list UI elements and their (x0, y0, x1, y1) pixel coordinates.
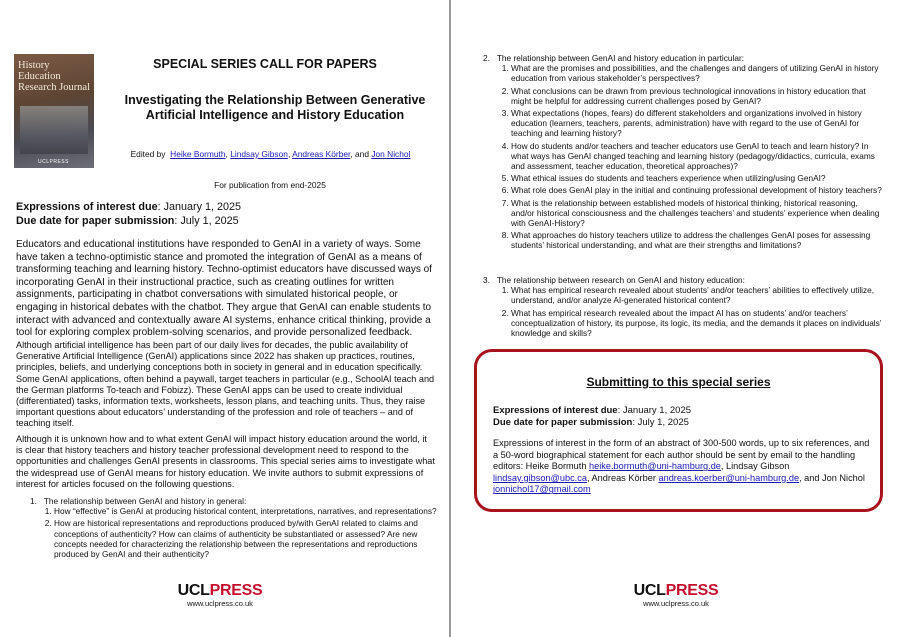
list-item: 1. What are the promises and possibilities, and the challenges and dangers of utilizing GenAI in history education from various stakeholder’s perspectives? (511, 63, 883, 83)
expressions-date: : January 1, 2025 (157, 201, 242, 213)
editors-prefix: Edited by (130, 149, 166, 159)
list-item: 2. What conclusions can be drawn from previous technological innovations in history education that might be helpful for addressing current challenges posed by GenAI? (511, 86, 883, 106)
section-1-list (54, 506, 440, 559)
series-title: Investigating the Relationship Between Generative Artificial Intelligence and History Education (124, 93, 426, 122)
list-item: 7. What is the relationship between established models of historical thinking, historical reasoning, and/or historical consciousness and the challenges teachers’ and students’ experience when dealing with GenAI-History? (511, 198, 883, 229)
section-2-list (511, 63, 883, 250)
section-3-list (511, 285, 883, 338)
editor-link-gibson[interactable]: Lindsay Gibson (230, 149, 288, 159)
email-link-bormuth[interactable]: heike.bormuth@uni-hamburg.de (589, 461, 721, 472)
editors-and: and (355, 149, 369, 159)
section-2-title: 2. The relationship between GenAI and history education in particular: (483, 53, 745, 63)
paragraph-aims: Although it is unknown how and to what extent GenAI will impact history education around the world, it is clear that history teachers and history teacher professional development need to respond to the opportunities and challenges GenAI presents in classrooms. This special series aims to investigate what the widespread use of GenAI means for history education. We invite authors to submit expressions of interest for articles focused on the following questions. (16, 434, 435, 489)
email-link-nichol[interactable]: jonnichol17@gmail.com (493, 484, 591, 495)
paragraph-background: Although artificial intelligence has been part of our daily lives for decades, the public availability of Generative Artificial Intelligence (GenAI) applications since 2022 has shaken up practices, routines, principles, beliefs, and underlying conceptions both in society in general and in education specifically. Some GenAI applications, often behind a paywall, target teachers in particular (e.g., SchoolAI teach and the German platforms To-teach and Fobizz). These GenAI apps can be used to create individual (differentiated) tasks, information texts, worksheets, lesson plans, and teaching units. Thus, they raise important questions about educators’ understanding of the profession and role of teachers – and of teaching itself. (16, 340, 435, 429)
submission-date: : July 1, 2025 (174, 215, 239, 227)
section-3 (483, 275, 893, 340)
submission-instructions: Expressions of interest in the form of an abstract of 300-500 words, up to six references, and a 50-word biographical statement for each author should be sent by email to the handling editors: Heike Bormuth (493, 438, 870, 472)
editor-link-bormuth[interactable]: Heike Bormuth (170, 149, 226, 159)
key-dates (16, 200, 436, 228)
list-item: 4. How do students and/or teachers and teacher educators use GenAI to teach and learn history? In what ways has GenAI changed teaching and learning history (pedagogy/didactics, curricula, exams and assessment, teacher education, theoretical approaches)? (511, 141, 883, 172)
right-page (451, 0, 900, 637)
expressions-label: Expressions of interest due (16, 201, 158, 213)
section-2 (483, 53, 893, 253)
email-link-gibson[interactable]: lindsay.gibson@ubc.ca (493, 472, 587, 483)
paragraph-intro: Educators and educational institutions have responded to GenAI in a variety of ways. Some have taken a techno-optimistic stance and promoted the integration of GenAI as a means of transforming teaching and learning history. Techno-optimist educators have discussed ways of incorporating GenAI in their instructional practice, such as creating outlines for written assignments, participating in chatbot conversations with simulated historical people, or engaging in historical debates with the chatbot. They argue that GenAI can enable students to interact with advanced and contextually aware AI systems, enhance critical thinking, provide a tool for exploring complex problem-solving scenarios, and provide personalized feedback. (16, 239, 432, 339)
list-item: 3. What expectations (hopes, fears) do different stakeholders and organizations involved in history education (learners, teachers, parents, administration) have with regard to the use of GenAI for teaching and learning history? (511, 108, 883, 139)
box-expressions-label: Expressions of interest due (493, 405, 618, 416)
editor-link-korber[interactable]: Andreas Körber (292, 149, 351, 159)
ucl-press-url[interactable]: www.uclpress.co.uk (643, 599, 709, 608)
special-series-heading: SPECIAL SERIES CALL FOR PAPERS (153, 57, 377, 71)
section-3-title: 3. The relationship between research on GenAI and history education: (483, 275, 745, 285)
list-item: 1. What has empirical research revealed about students’ and/or teachers’ abilities to effectively utilize, understand, and/or analyze AI-generated historical content? (511, 285, 883, 305)
email-link-korber[interactable]: andreas.koerber@uni-hamburg.de (658, 472, 800, 483)
left-page (0, 0, 449, 637)
list-item: 2. What has empirical research revealed about the impact AI has on students’ and/or teachers’ conceptualization of history, its purpose, its logic, its media, and the demands it places on individuals’ knowledge and skills? (511, 308, 883, 339)
box-expressions-date: : January 1, 2025 (617, 405, 692, 416)
list-item: 5. What ethical issues do students and teachers experience when utilizing/using GenAI? (511, 173, 883, 183)
submission-label: Due date for paper submission (16, 215, 175, 227)
box-submission-label: Due date for paper submission (493, 417, 633, 428)
cover-photo (20, 106, 88, 154)
editor-link-nichol[interactable]: Jon Nichol (371, 149, 411, 159)
editors-line: Edited by Heike Bormuth, Lindsay Gibson, Andreas Körber, and Jon Nichol (130, 149, 411, 159)
ucl-press-footer (606, 582, 746, 608)
list-item: 8. What approaches do history teachers utilize to address the challenges GenAI poses for assessing students’ historical understanding, and what are their strengths and limitations? (511, 230, 883, 250)
ucl-press-footer (150, 582, 290, 608)
section-1-title: 1. The relationship between GenAI and history in general: (30, 496, 247, 506)
section-1 (30, 496, 440, 561)
list-item: 1. How “effective” is GenAI at producing historical content, interpretations, narratives, and representations? (54, 506, 440, 516)
ucl-press-logo: UCLPRESS (177, 582, 263, 599)
list-item: 6. What role does GenAI play in the initial and continuing professional development of history teachers? (511, 185, 883, 195)
ucl-press-url[interactable]: www.uclpress.co.uk (187, 599, 253, 608)
ucl-press-logo: UCLPRESS (633, 582, 719, 599)
submission-box-body: Expressions of interest in the form of an abstract of 300-500 words, up to six references, and a 50-word biographical statement for each author should be sent by email to the handling editors: Heike Bormuth heike.bormuth@uni-hamburg.de, Lindsay Gibson lindsay.gibson@ubc.ca, Andreas Körber andreas.koerber@uni-hamburg.de, and Jon Nichol jonnichol17@gmail.com (493, 438, 870, 495)
publication-note: For publication from end-2025 (214, 180, 326, 190)
cover-title: History Education Research Journal (18, 60, 91, 93)
submission-info-box (474, 349, 883, 512)
submission-box-title: Submitting to this special series (586, 375, 771, 389)
journal-cover-image (14, 54, 94, 168)
submission-box-dates (493, 405, 691, 429)
cover-logo: UCLPRESS (38, 159, 69, 165)
list-item: 2. How are historical representations and reproductions produced by/with GenAI related to claims and conceptions of authenticity? How can claims of authenticity be substantiated or assessed? Are new concepts needed for characterizing the relationship between the representations and reproductions produced by GenAI and their authenticity? (54, 518, 440, 559)
box-submission-date: : July 1, 2025 (632, 417, 689, 428)
